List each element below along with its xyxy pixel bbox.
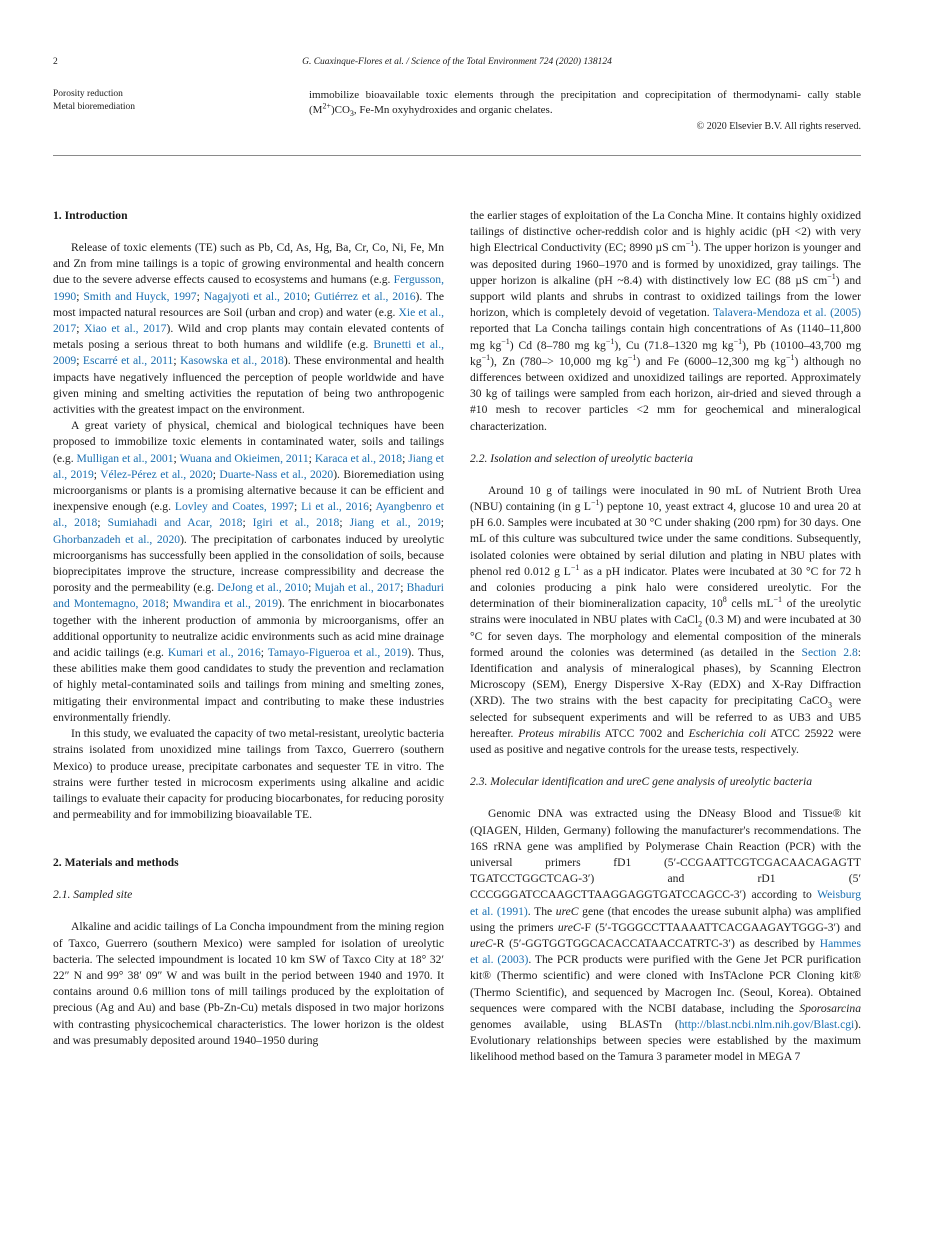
citation-link[interactable]: Weisburg et al. (1991) (470, 888, 861, 918)
citation-link[interactable]: Xie et al., 2017 (53, 305, 444, 336)
subsection-heading-molecular: 2.3. Molecular identification and ureC gene analysis of ureolytic bacteria (470, 775, 813, 789)
citation-link[interactable]: Sumiahadi and Acar, 2018 (107, 516, 243, 530)
section-link[interactable]: Section 2.8 (801, 645, 858, 659)
running-head (53, 57, 861, 71)
citation-link[interactable]: Kumari et al., 2016 (167, 646, 261, 660)
abstract-text: immobilize bioavailable toxic elements through the precipitation and coprecipitation of thermodynami- cally stable $(M^{2+})CO_3$, Fe-Mn oxyhydroxides and organic chelates. (309, 89, 861, 119)
citation-link[interactable]: Fergusson, 1990 (53, 273, 444, 303)
citation-link[interactable]: Tamayo-Figueroa et al., 2019 (267, 646, 408, 660)
site-paragraph-continued: the earlier stages of exploitation of the La Concha Mine. It contains highly oxidized tailings of distinctive ocher-reddish color and is highly acidic (pH <2) with very high Electrical Conductivity (EC; 8990 µS $cm^{-1}$). The upper horizon is younger and was deposited during 1960–1970 and is formed by unoxidized, gray tailings. The upper horizon is alkaline (pH ~8.4) with distinctively low EC (88 µS $cm^{-1}$) and support wild plants and shrubs in contrast to oxidized tailings from the lower horizon, which is completely devoid of vegetation. Talavera-Mendoza et al. (2005) reported that La Concha tailings contain high concentrations of As (1140–11,800 mg $kg^{-1}$) Cd (8–780 mg $kg^{-1}$), Cu (71.8–1320 mg $kg^{-1}$), Pb (10100–43,700 mg $kg^{-1}$), Zn (780–> 10,000 mg $kg^{-1}$) and Fe (6000–12,300 mg $kg^{-1}$) although no differences between oxidized and unoxidized tailings are reported. Approximately 30 kg of tailings were sampled from each horizon, air-dried and sieved through a #10 mesh to recover particles <2 mm for geochemical and mineralogical characterization. (470, 209, 862, 433)
citation-link[interactable]: Vélez-Pérez et al., 2020 (100, 467, 213, 481)
citation-link[interactable]: Wuana and Okieimen, 2011 (179, 451, 309, 465)
citation-link[interactable]: Duarte-Nass et al., 2020 (219, 467, 334, 481)
subsection-heading-isolation: 2.2. Isolation and selection of ureolytic bacteria (470, 451, 694, 465)
isolation-paragraph: Around 10 g of tailings were inoculated in 90 mL of Nutrient Broth Urea (NBU) containing (in g $L^{-1}$) peptone 10, yeast extract 4, glucose 10 and urea 20 at pH 6.0. Samples were incubated at 30 °C under shaking (200 rpm) for 30 days. One mL of this culture was subcultured twice under the same conditions. Subsequently, isolated colonies were obtained by serial dilution and plating in NBU plates with phenol red 0.012 g $L^{-1}$ as a pH indicator. Plates were incubated at 30 °C for 72 h and colonies producing a pink halo were considered ureolytic. For the determination of their biomineralization capacity, $10^8$ cells $mL^{-1}$ of the ureolytic strains were inoculated in NBU plates with CaCl$_2$ (0.3 M) and were incubated at 30 °C for seven days. The morphology and elemental composition of the minerals formed around the colonies was determined (as detailed in the Section 2.8: Identification and analysis of mineralogical phases), by Scanning Electron Microscopy (SEM), Energy Dispersive X-Ray (EDX) and X-Ray Diffraction (XRD). The two strains with the best capacity for precipitating CaCO$_3$ were selected for subsequent experiments and will be referred to as UB3 and UB5 hereafter. Proteus mirabilis ATCC 7002 and Escherichia coli ATCC 25922 were used as positive and negative controls for the urease tests, respectively. (470, 483, 861, 757)
subsection-heading-sampled-site: 2.1. Sampled site (53, 888, 133, 902)
section-heading-introduction: 1. Introduction (53, 209, 128, 222)
page-number: 2 (53, 57, 58, 67)
keywords-list (53, 88, 253, 114)
citation-link[interactable]: Mujah et al., 2017 (314, 581, 401, 595)
citation-link[interactable]: Smith and Huyck, 1997 (83, 289, 197, 303)
citation-link[interactable]: Jiang et al., 2019 (349, 516, 441, 530)
citation-link[interactable]: Mwandira et al., 2019 (172, 597, 279, 611)
citation-link[interactable]: Escarré et al., 2011 (82, 354, 174, 368)
citation-link[interactable]: Gutiérrez et al., 2016 (314, 289, 416, 303)
citation-link[interactable]: Mulligan et al., 2001 (76, 451, 174, 465)
keyword: Porosity reduction (53, 89, 123, 99)
molecular-paragraph: Genomic DNA was extracted using the DNeasy Blood and Tissue® kit (QIAGEN, Hilden, Germany) following the manufacturer's recommendations. The 16S rRNA gene was amplified by Polymerase Chain Reaction (PCR) with the universal primers fD1 (5′-CCGAATTCGTCGACAACAGAGTT TGATCCTGGCTCAG-3′) and rD1 (5′ CCCGGGATCCAAGCTTAAGGAGGTGATCCAGCC-3′) according to Weisburg et al. (1991). The ureC gene (that encodes the urease subunit alpha) was amplified using the primers ureC-F (5′-TGGGCCTTAAAATTCACGAAGAYTGGG-3′) and ureC-R (5′-GGTGGTGGCACACCATAACCATRTC-3′) as described by Hammes et al. (2003). The PCR products were purified with the Gene Jet PCR purification kit® (Thermo scientific) and were cloned with InsTAclone PCR Cloning kit® (Thermo Scientific), and sequenced by Macrogen Inc. (Seoul, Korea). Obtained sequences were compared with the NCBI database, including the Sporosarcina genomes available, using BLASTn (http://blast.ncbi.nlm.nih.gov/Blast.cgi). Evolutionary relationships between species were established by the maximum likelihood method based on the Tamura 3 parameter model in MEGA 7 (470, 807, 861, 1064)
citation-link[interactable]: DeJong et al., 2010 (217, 581, 309, 595)
citation-link[interactable]: Ghorbanzadeh et al., 2020 (53, 532, 181, 546)
journal-citation: G. Cuaxinque-Flores et al. / Science of the Total Environment 724 (2020) 138124 (302, 57, 612, 67)
section-heading-methods: 2. Materials and methods (53, 856, 179, 870)
citation-link[interactable]: Karaca et al., 2018 (314, 451, 403, 465)
citation-link[interactable]: Kasowska et al., 2018 (180, 354, 284, 368)
citation-link[interactable]: Talavera-Mendoza et al. (2005) (713, 306, 861, 320)
citation-link[interactable]: Xiao et al., 2017 (84, 322, 167, 336)
right-column (470, 208, 861, 1066)
citation-link[interactable]: Nagajyoti et al., 2010 (203, 289, 308, 303)
citation-link[interactable]: Igiri et al., 2018 (252, 516, 340, 530)
citation-link[interactable]: Lovley and Coates, 1997 (174, 500, 294, 514)
citation-link[interactable]: Li et al., 2016 (301, 500, 369, 514)
site-paragraph: Alkaline and acidic tailings of La Concha impoundment from the mining region of Taxco, Guerrero (southern Mexico) were sampled for isolation of ureolytic bacteria. The selected impoundment is located 10 km SW of Taxco City at 18° 32′ 22″ N and 99° 38′ 09″ W and was built in the period between 1940 and 1970. It contains around 0.6 million tons of mill tailings produced by the exploitation of precious (Ag and Au) and base (Pb-Zn-Cu) metals disposed in two major horizons with contrasting physicochemical characteristics. The lower horizon is the oldest and was presumably deposited around 1940–1950 during (53, 920, 444, 1047)
copyright-notice: © 2020 Elsevier B.V. All rights reserved. (696, 121, 861, 132)
intro-paragraph-3: In this study, we evaluated the capacity of two metal-resistant, ureolytic bacteria strains isolated from unoxidized mine tailings from Taxco, Guerrero (southern Mexico) to produce urease, precipitate carbonates and sequester TE in vitro. The strains were further tested in microcosm experiments using alkaline and acidic tailings to evaluate their capacity for producing biocarbonates, for reducing porosity and permeability and for immobilizing bioavailable TE. (53, 727, 444, 822)
intro-paragraph-1: Release of toxic elements (TE) such as Pb, Cd, As, Hg, Ba, Cr, Co, Ni, Fe, Mn and Zn from mine tailings is a topic of growing environmental and health concern due to the severe adverse effects caused to ecosystems and humans (e.g. Fergusson, 1990; Smith and Huyck, 1997; Nagajyoti et al., 2010; Gutiérrez et al., 2016). The most impacted natural resources are Soil (urban and crop) and water (e.g. Xie et al., 2017; Xiao et al., 2017). Wild and crop plants may contain elevated contents of metals posing a serious threat to both humans and wildlife (e.g. Brunetti et al., 2009; Escarré et al., 2011; Kasowska et al., 2018). These environmental and health impacts have negatively influenced the perception of people worldwide and have given mining and smelting activities the reputation of being two anthropogenic activities with the greatest impact on the environment. (53, 241, 445, 417)
section-divider (53, 155, 861, 156)
abstract-tail (309, 88, 861, 134)
blast-url-link[interactable]: http://blast.ncbi.nlm.nih.gov/Blast.cgi (678, 1017, 855, 1031)
citation-link[interactable]: Bhaduri and Montemagno, 2018 (53, 581, 444, 611)
citation-link[interactable]: Brunetti et al., 2009 (53, 338, 445, 368)
citation-link[interactable]: Hammes et al. (2003) (470, 936, 861, 967)
keyword: Metal bioremediation (53, 102, 136, 112)
left-column (53, 208, 444, 1049)
intro-paragraph-2: A great variety of physical, chemical and biological techniques have been proposed to immobilize toxic elements in contaminated water, soils and tailings (e.g. Mulligan et al., 2001; Wuana and Okieimen, 2011; Karaca et al., 2018; Jiang et al., 2019; Vélez-Pérez et al., 2020; Duarte-Nass et al., 2020). Bioremediation using microorganisms or plants is a promising alternative because it can be efficient and inexpensive enough (e.g. Lovley and Coates, 1997; Li et al., 2016; Ayangbenro et al., 2018; Sumiahadi and Acar, 2018; Igiri et al., 2018; Jiang et al., 2019; Ghorbanzadeh et al., 2020). The precipitation of carbonates induced by ureolytic microorganisms has successfully been applied in the consolidation of soils, because bioprecipitates improve the structure, increase compressibility and decrease the porosity and the permeability (e.g. DeJong et al., 2010; Mujah et al., 2017; Bhaduri and Montemagno, 2018; Mwandira et al., 2019). The enrichment in biocarbonates together with the inherent production of ammonia by microorganisms, offer an additional opportunity to neutralize acidic environments such as acid mine drainage and acidic tailings (e.g. Kumari et al., 2016; Tamayo-Figueroa et al., 2019). Thus, these abilities make them good candidates to study the prevention and reclamation of highly metal-contaminated soils and tailings from mining and smelting zones, mitigating their environmental impact and contributing to make these industries environmentally friendly. (53, 419, 445, 724)
citation-link[interactable]: Jiang et al., 2019 (53, 451, 444, 481)
citation-link[interactable]: Ayangbenro et al., 2018 (53, 500, 444, 530)
